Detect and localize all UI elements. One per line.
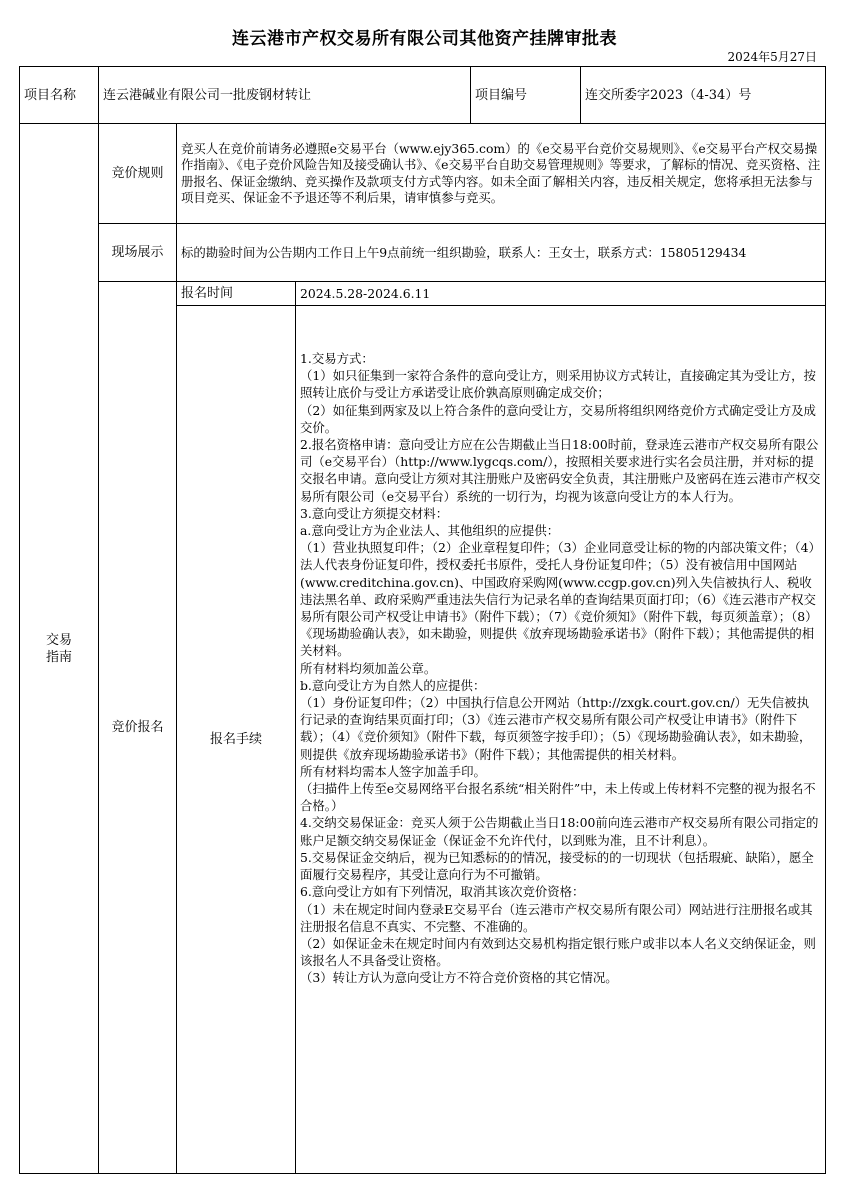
form-date: 2024年5月27日	[727, 50, 817, 64]
procedure-line: （2）如保证金未在规定时间内有效到达交易机构指定银行账户或非以本人名义交纳保证金，则该报名人不具备受让资格。	[300, 935, 816, 969]
procedure-line: 2.报名资格申请：意向受让方应在公告期截止当日18:00时前，登录连云港市产权交易所有限公司（e交易平台）（http://www.lygcqs.com/），按照相关要求进行实名会员注册，并对标的提交报名申请。意向受让方须对其注册账户及密码安全负责，其注册账户及密码在连云港市产权交易所有限公司（e交易平台）系统的一切行为，均视为该意向受让方的本人行为。	[300, 437, 821, 504]
form-title: 连云港市产权交易所有限公司其他资产挂牌审批表	[232, 29, 617, 49]
signup-period-label: 报名时间	[177, 282, 296, 306]
procedure-line: 6.意向受让方如有下列情况，取消其该次竞价资格：	[300, 884, 585, 900]
procedure-line: 所有材料均需本人签字加盖手印。	[300, 763, 486, 779]
bidding-rules-label: 竞价规则	[99, 124, 177, 224]
procedure-line: （1）身份证复印件；（2）中国执行信息公开网站（http://zxgk.court.gov.cn/）无失信被执行记录的查询结果页面打印；（3）《连云港市产权交易所有限公司产权受让申请书》（附件下载）；（4）《竞价须知》（附件下载，每页须签字按手印）；（5）《现场勘验确认表》，如未勘验，则提供《放弃现场勘验承诺书》（附件下载）；其他需提供的相关材料。	[300, 695, 812, 762]
procedure-line: （1）未在规定时间内登录E交易平台（连云港市产权交易所有限公司）网站进行注册报名或其注册报名信息不真实、不完整、不准确的。	[300, 901, 813, 934]
bid-signup-label: 竞价报名	[99, 282, 177, 1174]
site-display-text: 标的勘验时间为公告期内工作日上午9点前统一组织勘验，联系人：王女士，联系方式：15805129434	[177, 224, 826, 282]
project-code-label: 项目编号	[471, 67, 581, 124]
trade-guide-label-line2: 指南	[45, 649, 72, 665]
site-display-label: 现场展示	[99, 224, 177, 282]
procedure-line: （2）如征集到两家及以上符合条件的意向受让方，交易所将组织网络竞价方式确定受让方及成交价。	[300, 402, 816, 435]
signup-procedure-text	[296, 306, 826, 1174]
bidding-rules-text: 竞买人在竞价前请务必遵照e交易平台（www.ejy365.com）的《e交易平台竞价交易规则》、《e交易平台产权交易操作指南》、《电子竞价风险告知及接受确认书》、《e交易平台自助交易管理规则》等要求，了解标的情况、竞买资格、注册报名、保证金缴纳、竞买操作及款项支付方式等内容。如未全面了解相关内容，违反相关规定，您将承担无法参与项目竞买、保证金不予退还等不利后果，请审慎参与竞买。	[177, 124, 826, 224]
trade-guide-label	[20, 124, 99, 1174]
procedure-line: 所有材料均须加盖公章。	[300, 660, 437, 676]
signup-procedure-label: 报名手续	[177, 306, 296, 1174]
procedure-line: 5.交易保证金交纳后，视为已知悉标的的情况，接受标的的一切现状（包括瑕疵、缺陷），愿全面履行交易程序，其受让意向行为不可撤销。	[300, 849, 814, 883]
procedure-line: a.意向受让方为企业法人、其他组织的应提供：	[300, 523, 560, 539]
trade-guide-label-line1: 交易	[45, 632, 72, 648]
procedure-line: 4.交纳交易保证金：竞买人须于公告期截止当日18:00前向连云港市产权交易所有限公司指定的账户足额交纳交易保证金（保证金不允许代付，以到账为准，且不计利息）。	[300, 815, 819, 848]
procedure-line: （扫描件上传至e交易网络平台报名系统“相关附件”中，未上传或上传材料不完整的视为报名不合格。）	[300, 781, 816, 814]
project-name-value: 连云港碱业有限公司一批废钢材转让	[99, 67, 471, 124]
project-code-value: 连交所委字2023（4-34）号	[581, 67, 826, 124]
procedure-line: 3.意向受让方须提交材料：	[300, 505, 449, 521]
project-name-label: 项目名称	[20, 67, 99, 124]
procedure-line: （1）如只征集到一家符合条件的意向受让方，则采用协议方式转让，直接确定其为受让方，按照转让底价与受让方承诺受让底价孰高原则确定成交价；	[300, 368, 816, 401]
procedure-line: b.意向受让方为自然人的应提供：	[300, 677, 486, 693]
signup-period-value: 2024.5.28-2024.6.11	[296, 282, 826, 306]
procedure-line: 1.交易方式：	[300, 351, 374, 366]
procedure-line: （1）营业执照复印件；（2）企业章程复印件；（3）企业同意受让标的物的内部决策文件；（4）法人代表身份证复印件，授权委托书原件，受托人身份证复印件；（5）没有被信用中国网站(www.creditchina.gov.cn)、中国政府采购网(www.ccgp.gov.cn)列入失信被执行人、税收违法黑名单、政府采购严重违法失信行为记录名单的查询结果页面打印；（6）《连云港市产权交易所有限公司产权受让申请书》（附件下载）；（7）《竞价须知》（附件下载，每页须盖章）；（8）《现场勘验确认表》，如未勘验，则提供《放弃现场勘验承诺书》（附件下载）；其他需提供的相关材料。	[300, 540, 821, 659]
procedure-line: （3）转让方认为意向受让方不符合竞价资格的其它情况。	[300, 970, 618, 986]
approval-table	[19, 66, 826, 1174]
